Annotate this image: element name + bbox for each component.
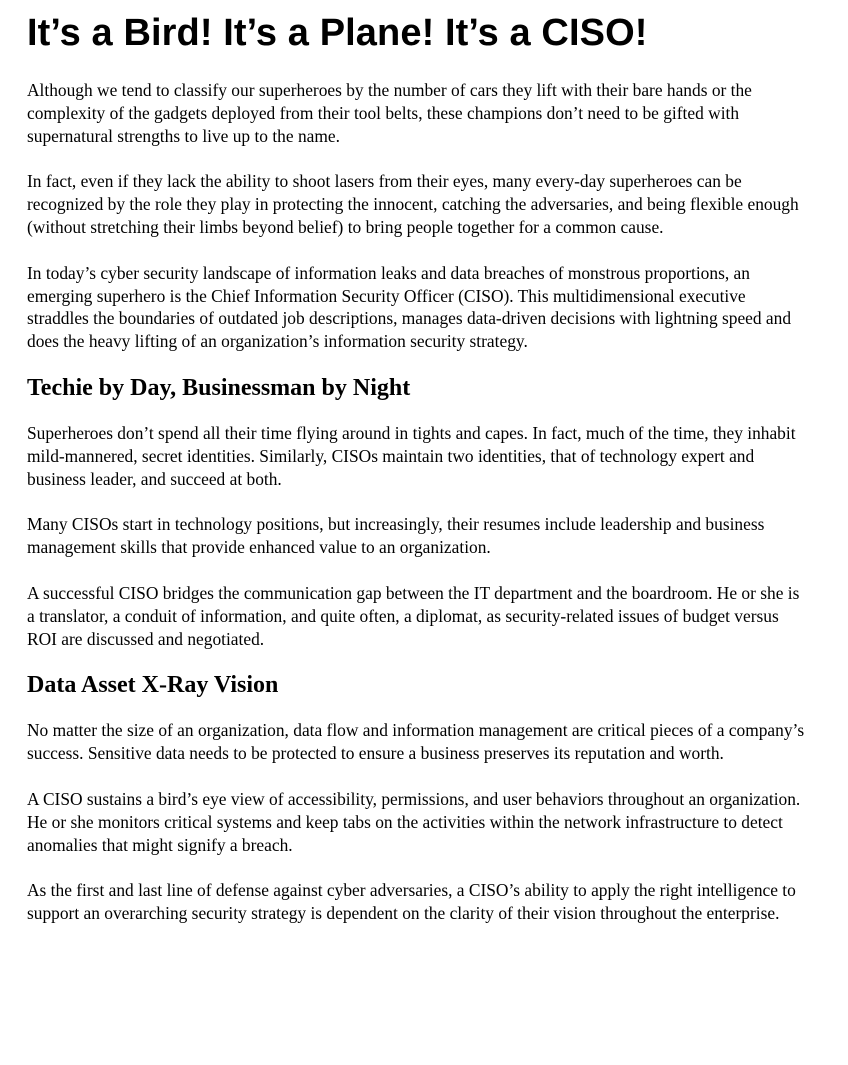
intro-paragraph-3: In today’s cyber security landscape of information leaks and data breaches of monstrous proportions, an emerging superhero is the Chief Information Security Officer (CISO). This multidimensional executive straddles the boundaries of outdated job descriptions, manages data-driven decisions with lightning speed and does the heavy lifting of an organization’s information security strategy. (27, 262, 792, 352)
intro-paragraph-1: Although we tend to classify our superheroes by the number of cars they lift with their bare hands or the complexity of the gadgets deployed from their tool belts, these champions don’t need to be gifted with supernatural strengths to live up to the name. (27, 80, 752, 146)
techie-paragraph-2: Many CISOs start in technology positions, but increasingly, their resumes include leadership and business management skills that provide enhanced value to an organization. (27, 514, 765, 558)
xray-paragraph-1: No matter the size of an organization, data flow and information management are critical pieces of a company’s success. Sensitive data needs to be protected to ensure a business preserves its reputation and worth. (27, 720, 805, 764)
page-title: It’s a Bird! It’s a Plane! It’s a CISO! (27, 12, 648, 54)
section-heading-xray: Data Asset X-Ray Vision (27, 672, 279, 699)
xray-paragraph-3: As the first and last line of defense against cyber adversaries, a CISO’s ability to apply the right intelligence to support an overarching security strategy is dependent on the clarity of their vision throughout the enterprise. (27, 880, 796, 924)
section-heading-techie: Techie by Day, Businessman by Night (27, 374, 411, 401)
xray-paragraph-2: A CISO sustains a bird’s eye view of accessibility, permissions, and user behaviors throughout an organization. He or she monitors critical systems and keep tabs on the activities within the network infrastructure to detect anomalies that might signify a breach. (27, 788, 801, 855)
techie-paragraph-3: A successful CISO bridges the communication gap between the IT department and the boardroom. He or she is a translator, a conduit of information, and quite often, a diplomat, as security-related issues of budget versus ROI are discussed and negotiated. (27, 582, 800, 649)
intro-paragraph-2: In fact, even if they lack the ability to shoot lasers from their eyes, many every-day superheroes can be recognized by the role they play in protecting the innocent, catching the adversaries, and being flexible enough (without stretching their limbs beyond belief) to bring people together for a common cause. (27, 171, 799, 237)
techie-paragraph-1: Superheroes don’t spend all their time flying around in tights and capes. In fact, much of the time, they inhabit mild-mannered, secret identities. Similarly, CISOs maintain two identities, that of technology expert and business leader, and succeed at both. (27, 422, 796, 489)
article (27, 0, 807, 925)
